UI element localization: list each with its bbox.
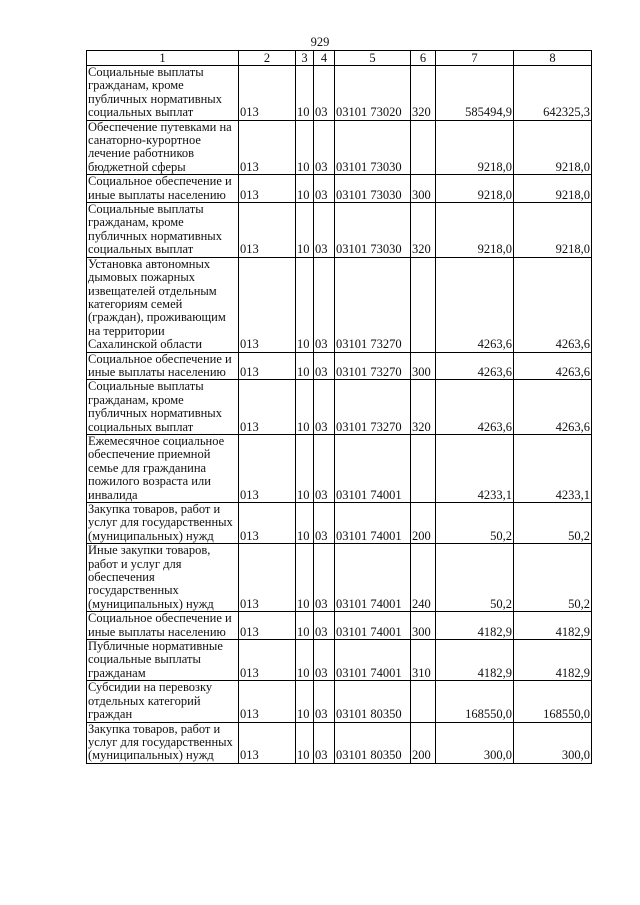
- row-section-cell: 10: [296, 640, 314, 681]
- row-value-8-cell: 9218,0: [514, 175, 592, 203]
- row-code-cell: 013: [239, 120, 296, 175]
- row-expense-type-cell: [411, 257, 436, 352]
- row-target-cell: 03101 73020: [335, 66, 411, 121]
- table-row: [87, 544, 592, 612]
- column-header-2: 2: [239, 51, 296, 66]
- row-name-cell: Социальное обеспечение и иные выплаты населению: [87, 175, 239, 203]
- row-section-cell: 10: [296, 203, 314, 258]
- row-name-cell: Социальное обеспечение и иные выплаты населению: [87, 612, 239, 640]
- row-code-cell: 013: [239, 352, 296, 380]
- page-number: 929: [310, 35, 330, 49]
- header-row: [87, 51, 592, 66]
- row-name-cell: Установка автономных дымовых пожарных извещателей отдельным категориям семей (граждан), проживающим на территории Сахалинской области: [87, 257, 239, 352]
- table-row: [87, 612, 592, 640]
- row-section-cell: 10: [296, 722, 314, 763]
- row-subsection-cell: 03: [314, 434, 335, 502]
- row-value-8-cell: 4263,6: [514, 352, 592, 380]
- row-subsection-cell: 03: [314, 681, 335, 722]
- row-target-cell: 03101 73270: [335, 257, 411, 352]
- row-expense-type-cell: 320: [411, 66, 436, 121]
- table-row: [87, 434, 592, 502]
- row-code-cell: 013: [239, 380, 296, 435]
- row-section-cell: 10: [296, 257, 314, 352]
- row-section-cell: 10: [296, 120, 314, 175]
- row-subsection-cell: 03: [314, 503, 335, 544]
- row-value-7-cell: 50,2: [436, 544, 514, 612]
- row-expense-type-cell: 200: [411, 503, 436, 544]
- row-target-cell: 03101 74001: [335, 640, 411, 681]
- row-expense-type-cell: 320: [411, 203, 436, 258]
- column-header-3: 3: [296, 51, 314, 66]
- row-name-cell: Социальные выплаты гражданам, кроме публичных нормативных социальных выплат: [87, 66, 239, 121]
- row-code-cell: 013: [239, 640, 296, 681]
- row-name-cell: Ежемесячное социальное обеспечение приемной семье для гражданина пожилого возраста или инвалида: [87, 434, 239, 502]
- row-value-8-cell: 300,0: [514, 722, 592, 763]
- row-section-cell: 10: [296, 612, 314, 640]
- row-code-cell: 013: [239, 434, 296, 502]
- row-subsection-cell: 03: [314, 722, 335, 763]
- row-value-8-cell: 4233,1: [514, 434, 592, 502]
- row-code-cell: 013: [239, 257, 296, 352]
- row-value-7-cell: 9218,0: [436, 175, 514, 203]
- column-header-5: 5: [335, 51, 411, 66]
- table-row: [87, 175, 592, 203]
- row-name-cell: Социальное обеспечение и иные выплаты населению: [87, 352, 239, 380]
- row-value-8-cell: 4182,9: [514, 640, 592, 681]
- row-section-cell: 10: [296, 681, 314, 722]
- row-expense-type-cell: 300: [411, 612, 436, 640]
- row-value-8-cell: 4263,6: [514, 380, 592, 435]
- column-header-6: 6: [411, 51, 436, 66]
- row-value-7-cell: 585494,9: [436, 66, 514, 121]
- row-value-8-cell: 168550,0: [514, 681, 592, 722]
- column-header-4: 4: [314, 51, 335, 66]
- row-subsection-cell: 03: [314, 352, 335, 380]
- row-code-cell: 013: [239, 544, 296, 612]
- table-row: [87, 640, 592, 681]
- row-value-7-cell: 4263,6: [436, 352, 514, 380]
- column-header-8: 8: [514, 51, 592, 66]
- table-row: [87, 120, 592, 175]
- row-subsection-cell: 03: [314, 640, 335, 681]
- row-value-7-cell: 300,0: [436, 722, 514, 763]
- row-value-7-cell: 4233,1: [436, 434, 514, 502]
- table-row: [87, 352, 592, 380]
- row-value-7-cell: 4263,6: [436, 257, 514, 352]
- row-target-cell: 03101 73030: [335, 175, 411, 203]
- row-code-cell: 013: [239, 503, 296, 544]
- row-value-7-cell: 9218,0: [436, 120, 514, 175]
- column-header-1: 1: [87, 51, 239, 66]
- row-code-cell: 013: [239, 203, 296, 258]
- table-row: [87, 257, 592, 352]
- row-expense-type-cell: 320: [411, 380, 436, 435]
- row-name-cell: Субсидии на перевозку отдельных категорий граждан: [87, 681, 239, 722]
- table-row: [87, 722, 592, 763]
- row-code-cell: 013: [239, 612, 296, 640]
- row-expense-type-cell: [411, 434, 436, 502]
- column-header-7: 7: [436, 51, 514, 66]
- table-row: [87, 681, 592, 722]
- row-target-cell: 03101 74001: [335, 503, 411, 544]
- row-target-cell: 03101 74001: [335, 612, 411, 640]
- row-target-cell: 03101 73030: [335, 120, 411, 175]
- row-code-cell: 013: [239, 722, 296, 763]
- row-name-cell: Социальные выплаты гражданам, кроме публичных нормативных социальных выплат: [87, 203, 239, 258]
- row-section-cell: 10: [296, 352, 314, 380]
- row-name-cell: Публичные нормативные социальные выплаты гражданам: [87, 640, 239, 681]
- row-subsection-cell: 03: [314, 120, 335, 175]
- row-subsection-cell: 03: [314, 380, 335, 435]
- row-target-cell: 03101 80350: [335, 681, 411, 722]
- row-target-cell: 03101 80350: [335, 722, 411, 763]
- row-subsection-cell: 03: [314, 257, 335, 352]
- row-name-cell: Закупка товаров, работ и услуг для государственных (муниципальных) нужд: [87, 722, 239, 763]
- row-name-cell: Социальные выплаты гражданам, кроме публичных нормативных социальных выплат: [87, 380, 239, 435]
- row-value-8-cell: 50,2: [514, 544, 592, 612]
- row-value-7-cell: 50,2: [436, 503, 514, 544]
- row-section-cell: 10: [296, 66, 314, 121]
- row-expense-type-cell: 200: [411, 722, 436, 763]
- row-value-8-cell: 50,2: [514, 503, 592, 544]
- row-target-cell: 03101 74001: [335, 544, 411, 612]
- row-expense-type-cell: [411, 120, 436, 175]
- row-target-cell: 03101 73270: [335, 352, 411, 380]
- row-value-7-cell: 4182,9: [436, 640, 514, 681]
- row-subsection-cell: 03: [314, 175, 335, 203]
- row-code-cell: 013: [239, 66, 296, 121]
- row-section-cell: 10: [296, 380, 314, 435]
- row-subsection-cell: 03: [314, 544, 335, 612]
- row-section-cell: 10: [296, 544, 314, 612]
- row-code-cell: 013: [239, 681, 296, 722]
- row-value-7-cell: 168550,0: [436, 681, 514, 722]
- row-name-cell: Иные закупки товаров, работ и услуг для обеспечения государственных (муниципальных) нужд: [87, 544, 239, 612]
- table-row: [87, 66, 592, 121]
- row-target-cell: 03101 73030: [335, 203, 411, 258]
- row-expense-type-cell: [411, 681, 436, 722]
- row-target-cell: 03101 74001: [335, 434, 411, 502]
- table-row: [87, 203, 592, 258]
- row-value-8-cell: 9218,0: [514, 203, 592, 258]
- row-value-7-cell: 4263,6: [436, 380, 514, 435]
- row-expense-type-cell: 310: [411, 640, 436, 681]
- row-expense-type-cell: 300: [411, 352, 436, 380]
- row-section-cell: 10: [296, 434, 314, 502]
- row-name-cell: Закупка товаров, работ и услуг для государственных (муниципальных) нужд: [87, 503, 239, 544]
- row-subsection-cell: 03: [314, 66, 335, 121]
- row-value-8-cell: 4182,9: [514, 612, 592, 640]
- table-row: [87, 503, 592, 544]
- row-value-8-cell: 4263,6: [514, 257, 592, 352]
- row-value-7-cell: 4182,9: [436, 612, 514, 640]
- row-expense-type-cell: 300: [411, 175, 436, 203]
- row-value-7-cell: 9218,0: [436, 203, 514, 258]
- row-subsection-cell: 03: [314, 203, 335, 258]
- row-target-cell: 03101 73270: [335, 380, 411, 435]
- row-name-cell: Обеспечение путевками на санаторно-курортное лечение работников бюджетной сферы: [87, 120, 239, 175]
- budget-table: [86, 50, 592, 764]
- row-value-8-cell: 9218,0: [514, 120, 592, 175]
- row-code-cell: 013: [239, 175, 296, 203]
- row-expense-type-cell: 240: [411, 544, 436, 612]
- row-section-cell: 10: [296, 175, 314, 203]
- row-section-cell: 10: [296, 503, 314, 544]
- table-row: [87, 380, 592, 435]
- row-subsection-cell: 03: [314, 612, 335, 640]
- row-value-8-cell: 642325,3: [514, 66, 592, 121]
